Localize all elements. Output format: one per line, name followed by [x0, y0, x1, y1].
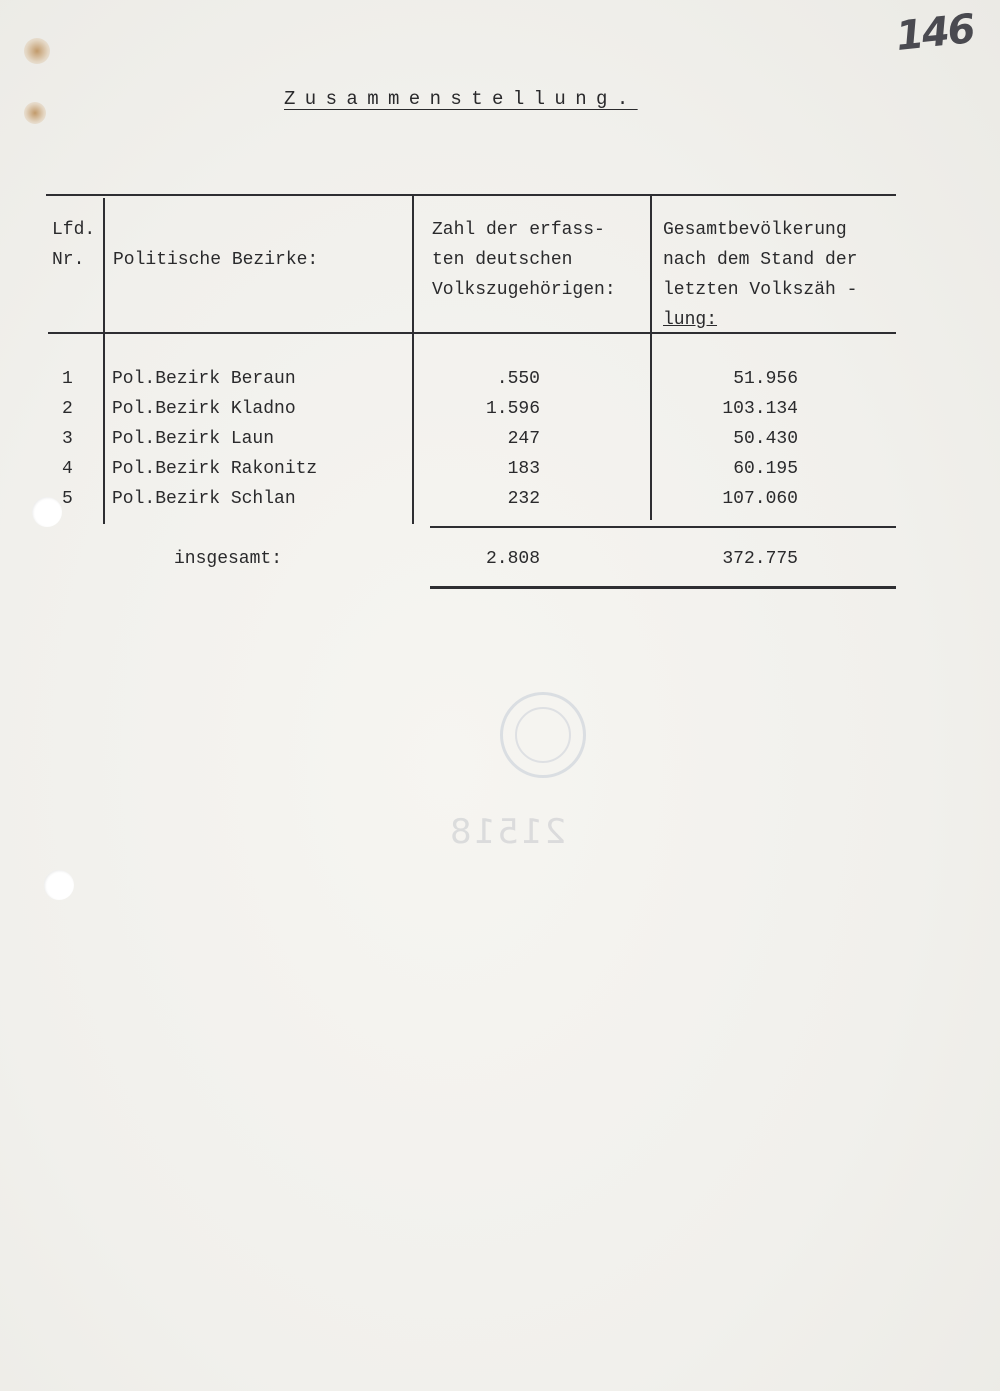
table-row-5-deutsche: 232 — [507, 489, 540, 509]
show-through-number: 21518 — [448, 812, 567, 852]
header-gesamt-line3: letzten Volkszäh - — [663, 280, 858, 300]
table-row-3-nr: 3 — [62, 429, 73, 449]
rust-stain — [24, 38, 50, 64]
column-rule — [650, 196, 652, 520]
header-zahl-line2: ten deutschen — [432, 250, 573, 270]
header-gesamt-line2: nach dem Stand der — [663, 250, 858, 270]
table-row-4-nr: 4 — [62, 459, 73, 479]
table-top-rule — [46, 194, 896, 196]
table-row-1-gesamt: 51.956 — [733, 369, 798, 389]
punch-hole — [32, 497, 62, 527]
table-row-4-deutsche: 183 — [507, 459, 540, 479]
document-title: Zusammenstellung. — [284, 88, 638, 110]
total-gesamt: 372.775 — [722, 549, 798, 569]
table-row-5-gesamt: 107.060 — [722, 489, 798, 509]
total-deutsche: 2.808 — [485, 549, 540, 569]
folio-number: 146 — [893, 6, 976, 60]
punch-hole — [44, 870, 74, 900]
table-row-3-gesamt: 50.430 — [733, 429, 798, 449]
rust-stain — [24, 102, 46, 124]
table-row-4-gesamt: 60.195 — [733, 459, 798, 479]
table-row-2-nr: 2 — [62, 399, 73, 419]
header-gesamt-line1: Gesamtbevölkerung — [663, 220, 847, 240]
table-row-3-deutsche: 247 — [507, 429, 540, 449]
header-gesamt-line4: lung: — [663, 310, 718, 330]
column-rule — [103, 198, 105, 524]
table-row-1-deutsche: .550 — [496, 369, 540, 389]
header-bezirke: Politische Bezirke: — [113, 250, 319, 270]
faded-stamp — [500, 692, 586, 778]
table-row-2-gesamt: 103.134 — [722, 399, 798, 419]
total-bottom-rule — [430, 586, 896, 589]
header-zahl-line1: Zahl der erfass- — [432, 220, 605, 240]
header-lfd: Lfd. — [52, 220, 96, 240]
table-row-5-nr: 5 — [62, 489, 73, 509]
total-label: insgesamt: — [174, 549, 283, 569]
header-bottom-rule — [48, 332, 896, 334]
table-row-1-bezirk: Pol.Bezirk Beraun — [112, 369, 296, 389]
column-rule — [412, 196, 414, 524]
table-row-5-bezirk: Pol.Bezirk Schlan — [112, 489, 296, 509]
header-zahl-line3: Volkszugehörigen: — [432, 280, 616, 300]
table-row-1-nr: 1 — [62, 369, 73, 389]
table-row-2-bezirk: Pol.Bezirk Kladno — [112, 399, 296, 419]
table-row-2-deutsche: 1.596 — [485, 399, 540, 419]
header-nr: Nr. — [52, 250, 85, 270]
table-row-4-bezirk: Pol.Bezirk Rakonitz — [112, 459, 318, 479]
total-top-rule — [430, 526, 896, 528]
table-row-3-bezirk: Pol.Bezirk Laun — [112, 429, 275, 449]
